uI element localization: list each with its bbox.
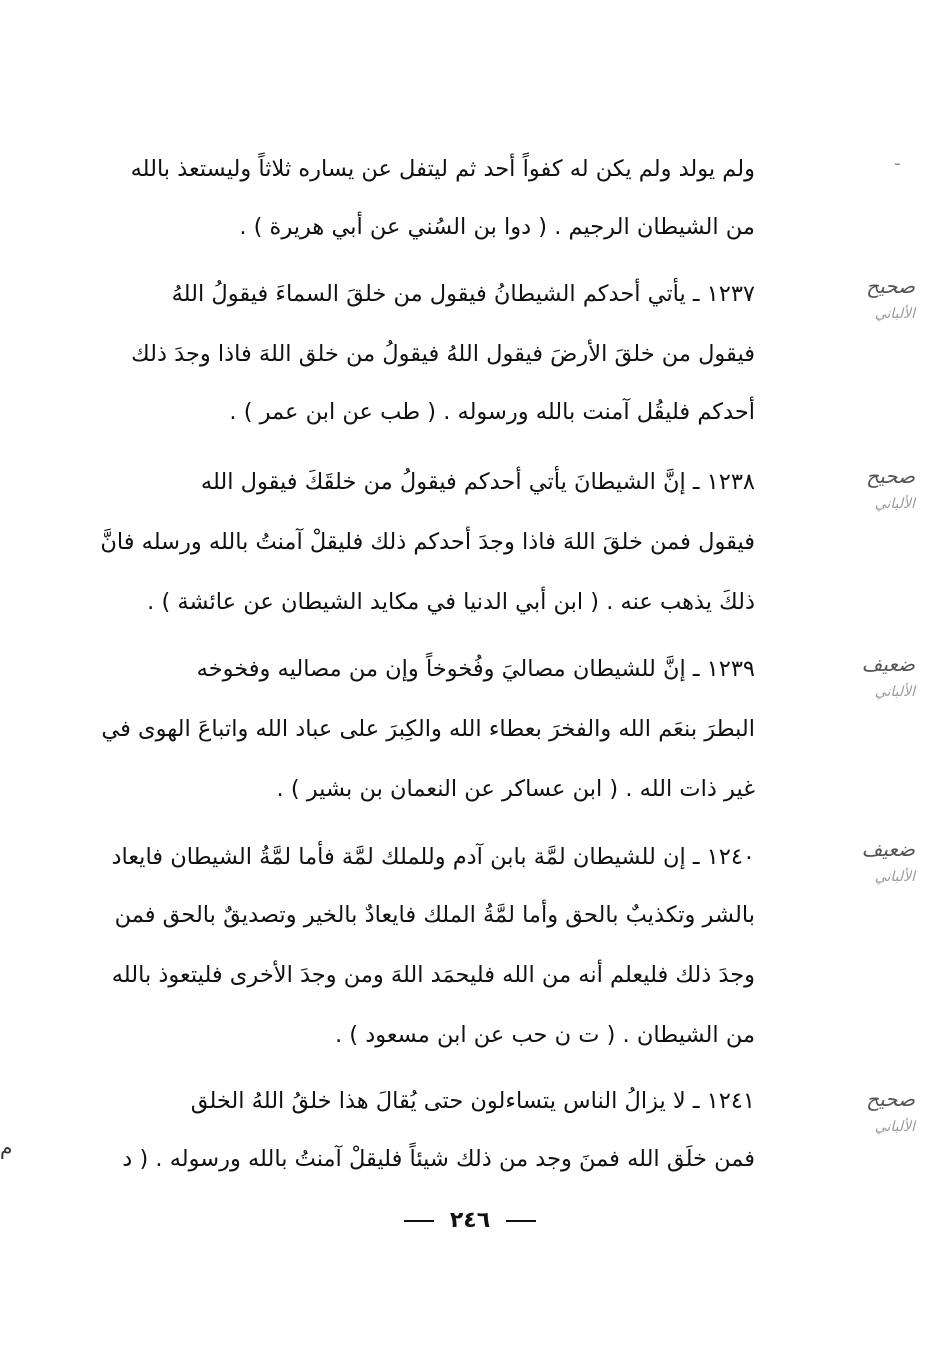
- hadith-1241-line: ١٢٤١ ـ لا يزالُ الناس يتساءلون حتى يُقالَ هذا خلقُ اللهُ الخلق: [190, 1088, 755, 1114]
- grade-source: الألباني: [874, 869, 915, 885]
- text-line: فيقول فمن خلقَ اللهَ فاذا وجدَ أحدكم ذلك فليقلْ آمنتُ بالله ورسله فانَّ: [100, 529, 755, 555]
- margin-note: [775, 272, 915, 328]
- text-line: فيقول من خلقَ الأرضَ فيقول اللهُ فيقولُ من خلق اللهَ فاذا وجدَ ذلك: [131, 341, 755, 367]
- grade-label: ضعيف: [861, 837, 915, 861]
- margin-mark: ـ: [895, 150, 900, 169]
- hadith-1240-line: ١٢٤٠ ـ إن للشيطان لمَّة بابن آدم وللملك لمَّة فأما لمَّةُ الشيطان فايعاد: [111, 844, 755, 870]
- hadith-1239-line: ١٢٣٩ ـ إنَّ للشيطان مصاليَ وفُخوخاً وإن من مصاليه وفخوخه: [196, 656, 755, 682]
- text-line: بالشر وتكذيبٌ بالحق وأما لمَّةُ الملك فايعادٌ بالخير وتصديقٌ بالحق فمن: [114, 902, 755, 928]
- grade-source: الألباني: [874, 496, 915, 512]
- text-line: فمن خلَق الله فمنَ وجد من ذلك شيئاً فليقلْ آمنتُ بالله ورسوله . ( د: [122, 1146, 755, 1172]
- grade-label: صحيح: [866, 464, 915, 488]
- text-line: من الشيطان . ( ت ن حب عن ابن مسعود ) .: [334, 1022, 755, 1048]
- dash-right: [404, 1220, 434, 1222]
- hadith-1238-line: ١٢٣٨ ـ إنَّ الشيطانَ يأتي أحدكم فيقولُ من خلقَكَ فيقول الله: [200, 469, 755, 495]
- margin-note: [775, 835, 915, 891]
- margin-note: [775, 462, 915, 518]
- margin-note: [775, 1085, 915, 1141]
- hadith-1237-line: ١٢٣٧ ـ يأتي أحدكم الشيطانُ فيقول من خلقَ السماءَ فيقولُ اللهُ: [171, 281, 755, 307]
- grade-source: الألباني: [874, 1119, 915, 1135]
- text-line: أحدكم فليقُل آمنت بالله ورسوله . ( طب عن ابن عمر ) .: [229, 399, 755, 425]
- grade-source: الألباني: [874, 306, 915, 322]
- text-line: غير ذات الله . ( ابن عساكر عن النعمان بن بشير ) .: [276, 776, 755, 802]
- margin-note: [775, 650, 915, 706]
- text-line: ولم يولد ولم يكن له كفواً أحد ثم ليتفل عن يساره ثلاثاً وليستعذ بالله: [130, 156, 755, 182]
- grade-label: صحيح: [866, 274, 915, 298]
- text-line: ذلكَ يذهب عنه . ( ابن أبي الدنيا في مكايد الشيطان عن عائشة ) .: [147, 589, 755, 615]
- grade-label: ضعيف: [861, 652, 915, 676]
- text-line: من الشيطان الرجيم . ( دوا بن السُني عن أبي هريرة ) .: [239, 214, 755, 240]
- text-line: البطرَ بنعَم الله والفخرَ بعطاء الله والكِبرَ على عباد الله واتباعَ الهوى في: [101, 716, 755, 742]
- dash-left: [506, 1220, 536, 1222]
- page-number: ٢٤٦: [449, 1208, 491, 1233]
- grade-source: الألباني: [874, 684, 915, 700]
- grade-label: صحيح: [866, 1087, 915, 1111]
- page-number-footer: [0, 1208, 940, 1233]
- text-line: وجدَ ذلك فليعلم أنه من الله فليحمَد اللهَ ومن وجدَ الأخرى فليتعوذ بالله: [111, 962, 755, 988]
- continuation-note: م: [0, 1135, 13, 1159]
